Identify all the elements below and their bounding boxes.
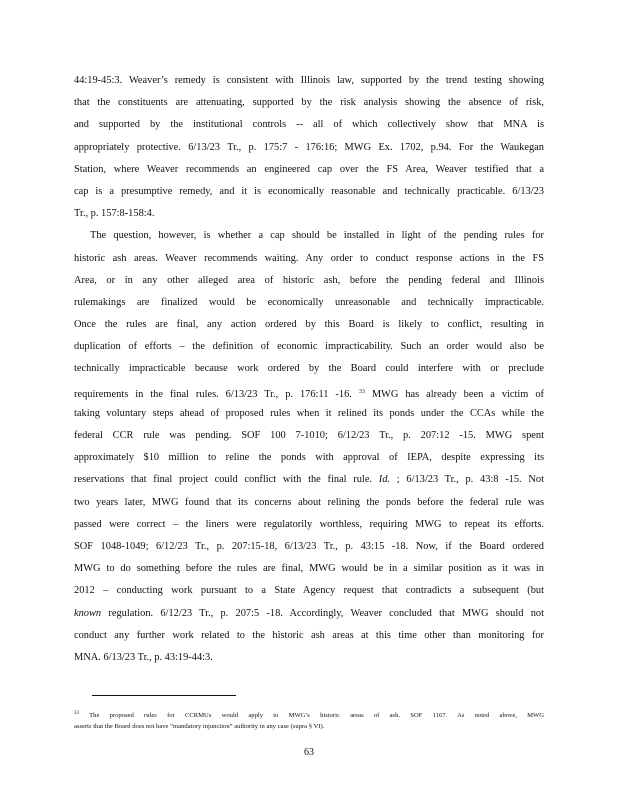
footnote-text: The proposed rules for CCRMUs would apply to MWG’s historic areas of ash. SOF 1167. As noted above, MWG: [89, 712, 544, 720]
text-line: appropriately protective. 6/13/23 Tr., p. 175:7 - 176:16; MWG Ex. 1702, p.94. For the Waukegan: [74, 141, 544, 153]
text-segment: requirements in the final rules. 6/13/23 Tr., p. 176:11 -16.: [74, 388, 352, 400]
text-line: technically impracticable because work ordered by the Board could interfere with or preclude: [74, 363, 544, 375]
text-line: duplication of efforts – the definition of economic impracticability. Such an order would also be: [74, 341, 544, 353]
text-segment: MWG has already been a victim of: [371, 388, 544, 400]
page-number: 63: [304, 747, 314, 758]
text-line: historic ash areas. Weaver recommends waiting. Any order to conduct response actions in the FS: [74, 252, 544, 264]
text-line: MWG to do something before the rules are final, MWG would be in a similar position as it was in: [74, 563, 544, 575]
italic-word: known: [74, 607, 102, 619]
text-line: 44:19-45:3. Weaver’s remedy is consistent with Illinois law, supported by the trend testing showing: [74, 75, 544, 86]
text-line: taking voluntary steps ahead of proposed rules when it relined its ponds under the CCAs while the: [74, 407, 544, 419]
text-segment: regulation. 6/12/23 Tr., p. 207:5 -18. Accordingly, Weaver concluded that MWG should not: [108, 607, 544, 619]
text-line: MNA. 6/13/23 Tr., p. 43:19-44:3.: [74, 651, 213, 663]
text-line: Tr., p. 157:8-158:4.: [74, 208, 155, 220]
footnote-number: 33: [74, 711, 79, 716]
text-line-with-footnote: [74, 381, 544, 403]
text-line: rulemakings are finalized would be economically unreasonable and technically impracticable.: [74, 296, 544, 308]
text-line: [74, 469, 544, 491]
text-line: cap is a presumptive remedy, and it is economically reasonable and technically practicable. 6/13/23: [74, 185, 544, 197]
text-line: SOF 1048-1049; 6/12/23 Tr., p. 207:15-18, 6/13/23 Tr., p. 43:15 -18. Now, if the Board ordered: [74, 540, 544, 552]
footnote-reference: 33: [358, 388, 365, 395]
text-line: Station, where Weaver recommends an engineered cap over the FS Area, Weaver testified that a: [74, 163, 544, 175]
text-line: [74, 603, 544, 625]
text-line: conduct any further work related to the historic ash areas at this time other than monitoring for: [74, 629, 544, 641]
text-line: federal CCR rule was pending. SOF 100 7-1010; 6/12/23 Tr., p. 207:12 -15. MWG spent: [74, 430, 544, 441]
text-line: two years later, MWG found that its concerns about relining the ponds before the federal rule was: [74, 496, 544, 508]
citation-id: Id.: [378, 474, 391, 486]
text-segment: ; 6/13/23 Tr., p. 43:8 -15. Not: [396, 474, 544, 486]
text-line: 2012 – conducting work pursuant to a State Agency request that contradicts a subsequent (but: [74, 585, 544, 597]
footnote: [74, 708, 544, 732]
body-text: [74, 70, 544, 669]
footnote-line: [74, 708, 544, 721]
text-line: and supported by the institutional controls -- all of which collectively show that MNA is: [74, 119, 544, 131]
text-line: Once the rules are final, any action ordered by this Board is likely to conflict, resulting in: [74, 319, 544, 331]
footnote-divider: [92, 695, 236, 696]
footnote-line: asserts that the Board does not have “mandatory injunction” authority in any case (supra § VI).: [74, 723, 325, 731]
text-line: passed were correct – the liners were regulatorily worthless, requiring MWG to repeat its efforts.: [74, 518, 544, 530]
text-line: that the constituents are attenuating, supported by the risk analysis showing the absence of risk,: [74, 97, 544, 109]
paragraph-start-line: The question, however, is whether a cap should be installed in light of the pending rules for: [90, 230, 544, 242]
text-segment: reservations that final project could conflict with the final rule.: [74, 474, 373, 486]
text-line: approximately $10 million to reline the ponds with approval of IEPA, despite expressing its: [74, 452, 544, 464]
text-line: Area, or in any other alleged area of historic ash, before the pending federal and Illinois: [74, 274, 544, 286]
